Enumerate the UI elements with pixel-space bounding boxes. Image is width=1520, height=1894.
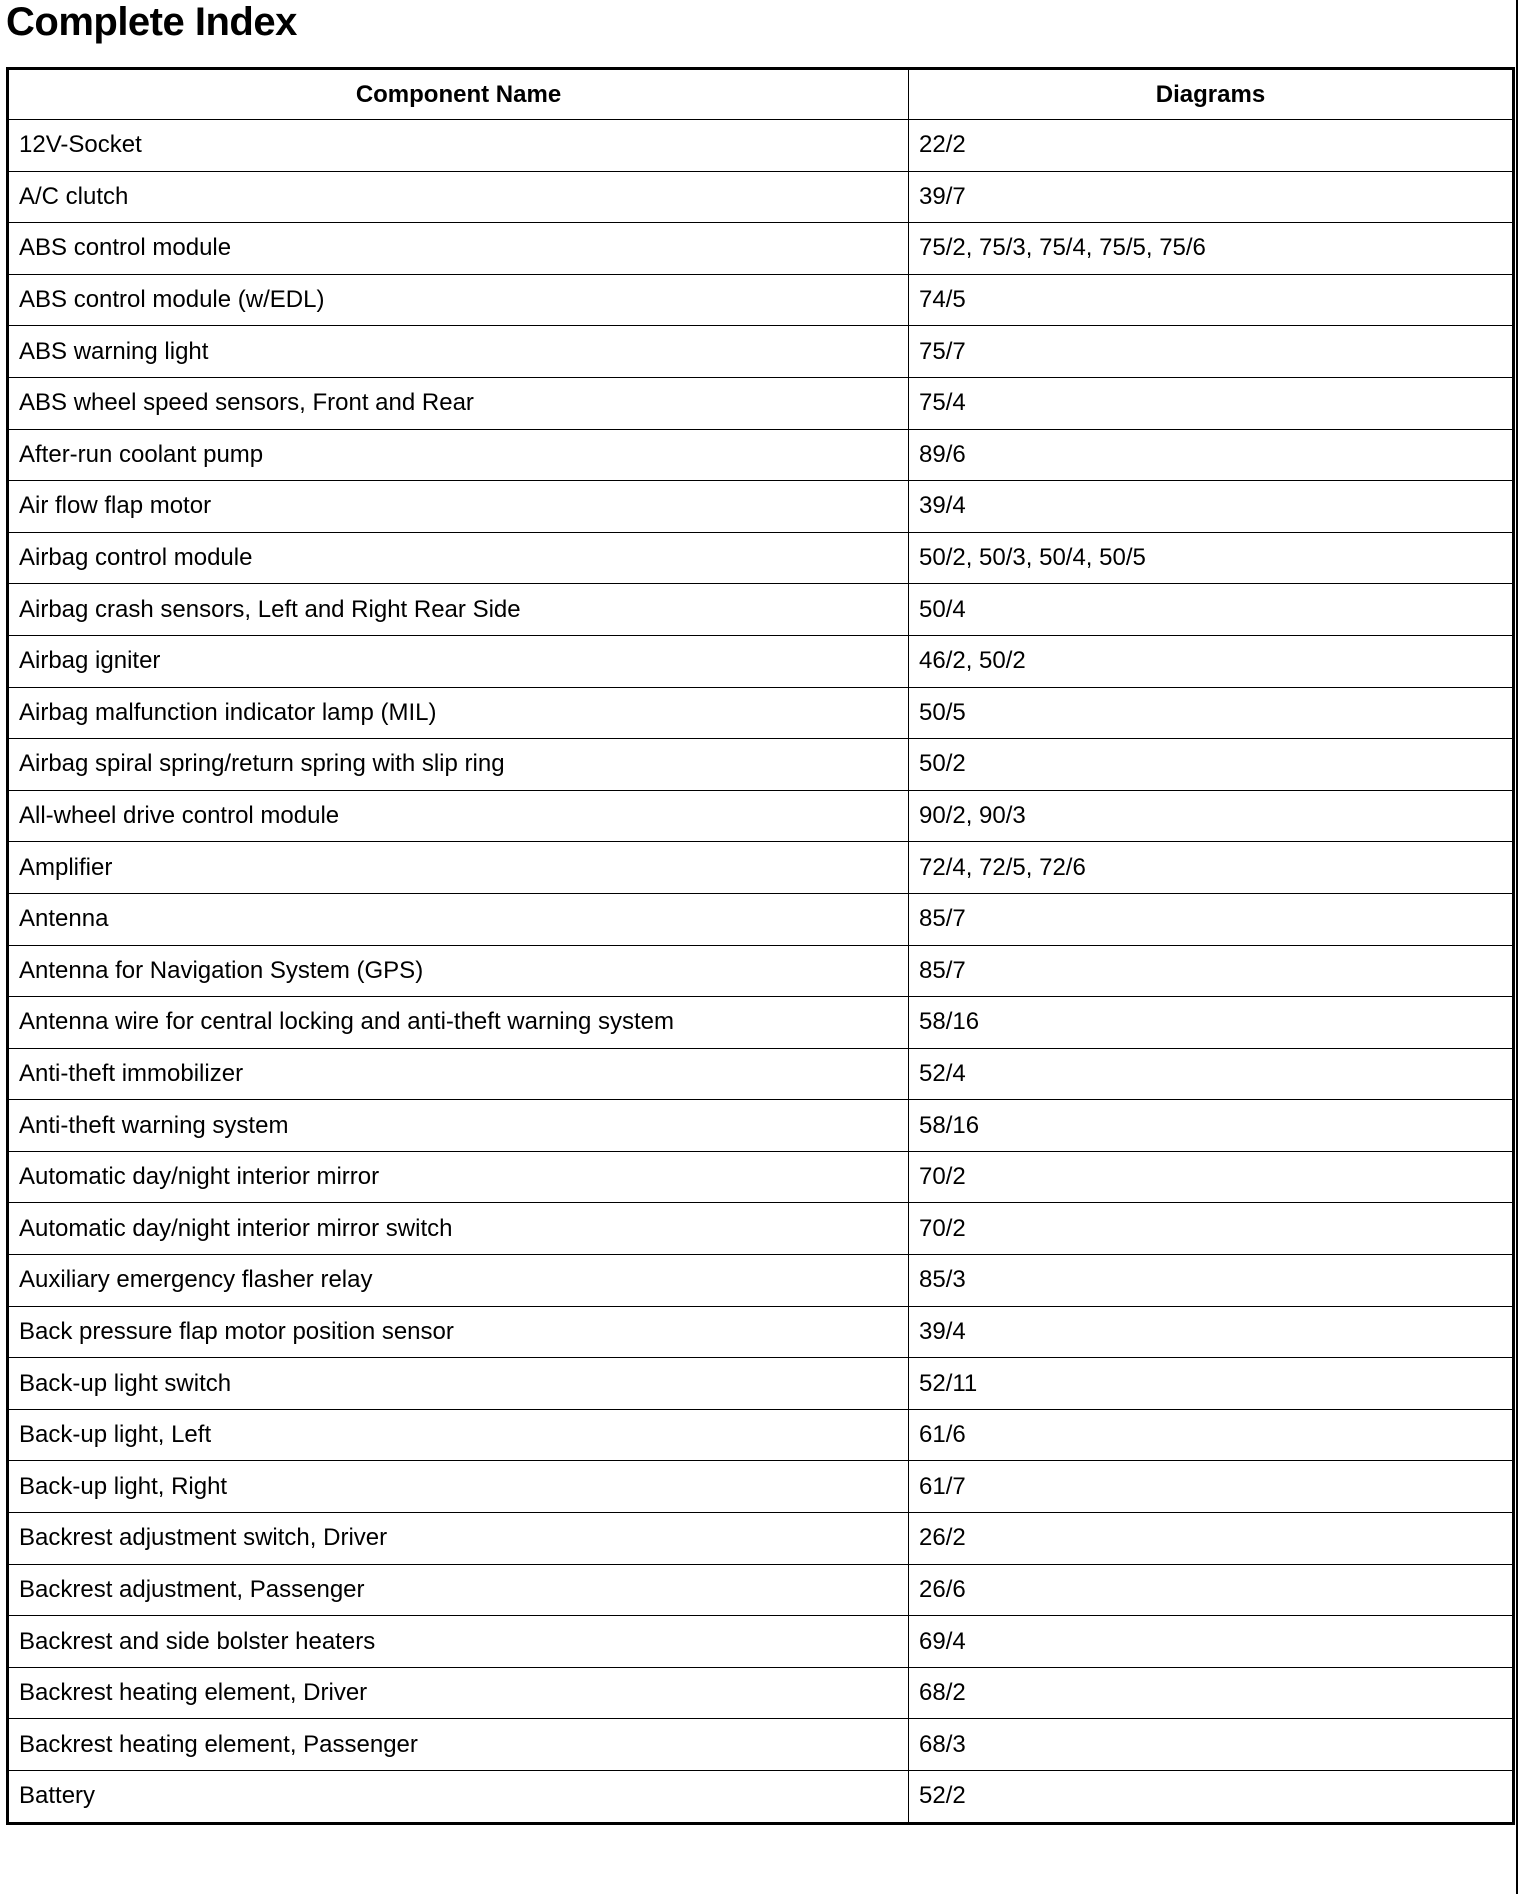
page-edge-rule — [1516, 0, 1518, 1894]
diagrams-cell: 68/3 — [909, 1719, 1514, 1771]
component-name-cell: Airbag control module — [8, 532, 909, 584]
table-row — [8, 532, 1514, 584]
diagrams-cell: 85/7 — [909, 945, 1514, 997]
component-name-cell: Backrest heating element, Driver — [8, 1667, 909, 1719]
diagrams-cell: 70/2 — [909, 1151, 1514, 1203]
component-name-cell: Backrest heating element, Passenger — [8, 1719, 909, 1771]
component-name-cell: Back-up light, Left — [8, 1409, 909, 1461]
header-component-name: Component Name — [8, 69, 909, 120]
component-name-cell: A/C clutch — [8, 171, 909, 223]
component-name-cell: ABS control module — [8, 223, 909, 275]
diagrams-cell: 85/7 — [909, 893, 1514, 945]
table-row — [8, 584, 1514, 636]
diagrams-cell: 75/7 — [909, 326, 1514, 378]
component-name-cell: ABS wheel speed sensors, Front and Rear — [8, 377, 909, 429]
diagrams-cell: 72/4, 72/5, 72/6 — [909, 842, 1514, 894]
diagrams-cell: 50/4 — [909, 584, 1514, 636]
component-name-cell: Anti-theft warning system — [8, 1100, 909, 1152]
diagrams-cell: 52/11 — [909, 1358, 1514, 1410]
component-name-cell: Backrest and side bolster heaters — [8, 1616, 909, 1668]
component-name-cell: Back pressure flap motor position sensor — [8, 1306, 909, 1358]
table-row — [8, 1771, 1514, 1824]
component-name-cell: Anti-theft immobilizer — [8, 1048, 909, 1100]
table-row — [8, 893, 1514, 945]
component-name-cell: Back-up light, Right — [8, 1461, 909, 1513]
component-name-cell: ABS control module (w/EDL) — [8, 274, 909, 326]
diagrams-cell: 58/16 — [909, 1100, 1514, 1152]
table-row — [8, 1667, 1514, 1719]
table-row — [8, 1564, 1514, 1616]
component-name-cell: Airbag spiral spring/return spring with slip ring — [8, 739, 909, 791]
component-name-cell: 12V-Socket — [8, 120, 909, 172]
diagrams-cell: 85/3 — [909, 1255, 1514, 1307]
diagrams-cell: 68/2 — [909, 1667, 1514, 1719]
diagrams-cell: 58/16 — [909, 997, 1514, 1049]
component-name-cell: Antenna — [8, 893, 909, 945]
page-title: Complete Index — [6, 0, 297, 44]
diagrams-cell: 26/6 — [909, 1564, 1514, 1616]
diagrams-cell: 89/6 — [909, 429, 1514, 481]
diagrams-cell: 61/7 — [909, 1461, 1514, 1513]
table-row — [8, 120, 1514, 172]
component-name-cell: Antenna wire for central locking and anti-theft warning system — [8, 997, 909, 1049]
table-row — [8, 1719, 1514, 1771]
table-row — [8, 1461, 1514, 1513]
component-name-cell: Airbag crash sensors, Left and Right Rear Side — [8, 584, 909, 636]
component-name-cell: Backrest adjustment switch, Driver — [8, 1513, 909, 1565]
table-row — [8, 945, 1514, 997]
diagrams-cell: 50/5 — [909, 687, 1514, 739]
diagrams-cell: 39/4 — [909, 1306, 1514, 1358]
table-row — [8, 1513, 1514, 1565]
component-name-cell: Back-up light switch — [8, 1358, 909, 1410]
table-row — [8, 1358, 1514, 1410]
diagrams-cell: 74/5 — [909, 274, 1514, 326]
diagrams-cell: 39/4 — [909, 481, 1514, 533]
diagrams-cell: 26/2 — [909, 1513, 1514, 1565]
table-row — [8, 1616, 1514, 1668]
component-name-cell: Automatic day/night interior mirror — [8, 1151, 909, 1203]
table-row — [8, 635, 1514, 687]
table-row — [8, 1255, 1514, 1307]
diagrams-cell: 50/2 — [909, 739, 1514, 791]
diagrams-cell: 69/4 — [909, 1616, 1514, 1668]
table-row — [8, 274, 1514, 326]
diagrams-cell: 61/6 — [909, 1409, 1514, 1461]
table-row — [8, 1100, 1514, 1152]
table-row — [8, 687, 1514, 739]
table-row — [8, 1306, 1514, 1358]
component-index-table — [6, 67, 1515, 1825]
table-row — [8, 1203, 1514, 1255]
table-header-row — [8, 69, 1514, 120]
diagrams-cell: 52/2 — [909, 1771, 1514, 1824]
table-row — [8, 790, 1514, 842]
diagrams-cell: 52/4 — [909, 1048, 1514, 1100]
diagrams-cell: 75/4 — [909, 377, 1514, 429]
diagrams-cell: 46/2, 50/2 — [909, 635, 1514, 687]
component-name-cell: Airbag malfunction indicator lamp (MIL) — [8, 687, 909, 739]
diagrams-cell: 22/2 — [909, 120, 1514, 172]
table-row — [8, 1151, 1514, 1203]
table-row — [8, 377, 1514, 429]
table-row — [8, 171, 1514, 223]
table-row — [8, 481, 1514, 533]
component-name-cell: All-wheel drive control module — [8, 790, 909, 842]
component-name-cell: Airbag igniter — [8, 635, 909, 687]
diagrams-cell: 70/2 — [909, 1203, 1514, 1255]
table-row — [8, 1048, 1514, 1100]
component-name-cell: After-run coolant pump — [8, 429, 909, 481]
diagrams-cell: 90/2, 90/3 — [909, 790, 1514, 842]
component-name-cell: Backrest adjustment, Passenger — [8, 1564, 909, 1616]
component-name-cell: Auxiliary emergency flasher relay — [8, 1255, 909, 1307]
component-name-cell: Battery — [8, 1771, 909, 1824]
component-name-cell: ABS warning light — [8, 326, 909, 378]
table-row — [8, 739, 1514, 791]
diagrams-cell: 75/2, 75/3, 75/4, 75/5, 75/6 — [909, 223, 1514, 275]
table-row — [8, 326, 1514, 378]
component-name-cell: Automatic day/night interior mirror switch — [8, 1203, 909, 1255]
diagrams-cell: 39/7 — [909, 171, 1514, 223]
component-name-cell: Antenna for Navigation System (GPS) — [8, 945, 909, 997]
table-row — [8, 223, 1514, 275]
table-row — [8, 429, 1514, 481]
component-name-cell: Air flow flap motor — [8, 481, 909, 533]
table-row — [8, 1409, 1514, 1461]
component-name-cell: Amplifier — [8, 842, 909, 894]
diagrams-cell: 50/2, 50/3, 50/4, 50/5 — [909, 532, 1514, 584]
header-diagrams: Diagrams — [909, 69, 1514, 120]
table-body — [8, 120, 1514, 1824]
table-row — [8, 997, 1514, 1049]
table-row — [8, 842, 1514, 894]
